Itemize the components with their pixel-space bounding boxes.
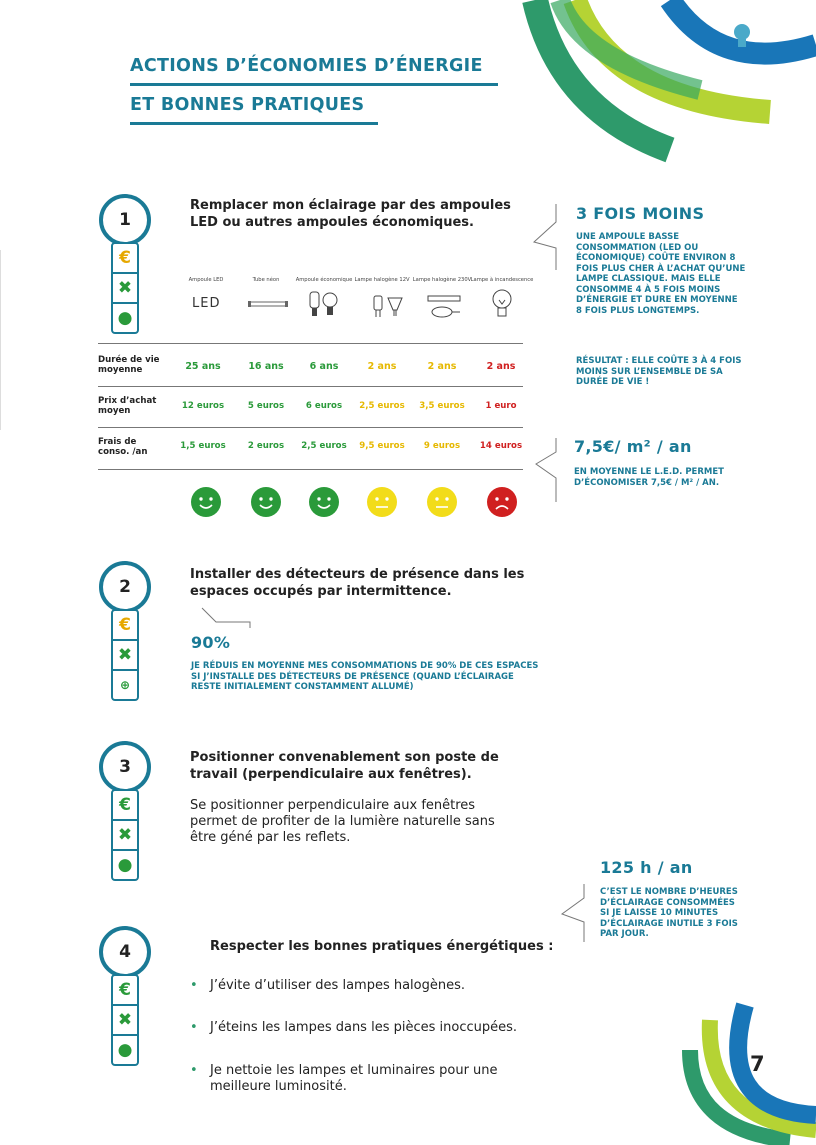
step-2-heading: Installer des détecteurs de présence dans les espaces occupés par intermittence.: [190, 567, 525, 599]
page-number: 7: [750, 1052, 765, 1076]
table-cell: 2 ans: [367, 361, 397, 372]
step-3-body: Se positionner perpendiculaire aux fenêtres permet de profiter de la lumière naturelle sans être géné par les reflets.: [190, 798, 495, 845]
row-label: Frais de conso. /an: [98, 437, 148, 457]
table-divider: [98, 386, 523, 387]
coins-icon: ●: [117, 855, 133, 875]
halogen-230v-icon: [424, 294, 464, 320]
happy-face-icon: [250, 486, 282, 518]
decorative-arcs-top: [520, 0, 816, 170]
neon-tube-icon: [248, 298, 288, 310]
bullet-icon: •: [190, 1020, 198, 1035]
step-3-icons: [111, 789, 139, 881]
decorative-arcs-bottom: [670, 990, 816, 1145]
table-cell: 5 euros: [247, 401, 285, 411]
tools-icon: ✖: [113, 641, 137, 671]
lamp-name: Ampoule économique: [295, 277, 353, 283]
title-underline-1: [130, 83, 498, 86]
callout-1-title: 3 FOIS MOINS: [576, 204, 705, 223]
step-1-number: 1: [99, 194, 151, 246]
page-title-line1: ACTIONS D’ÉCONOMIES D’ÉNERGIE: [130, 56, 483, 76]
step-2-number: 2: [99, 561, 151, 613]
callout-1-result: RÉSULTAT : ELLE COÛTE 3 À 4 FOIS MOINS SUR L’ENSEMBLE DE SA DURÉE DE VIE !: [576, 356, 742, 387]
callout-4-title: 125 h / an: [600, 858, 693, 877]
euro-icon: €: [113, 244, 137, 274]
step-3-heading: Positionner convenablement son poste de travail (perpendiculaire aux fenêtres).: [190, 750, 499, 782]
list-item: J’éteins les lampes dans les pièces inoccupées.: [210, 1020, 518, 1035]
table-divider: [98, 469, 523, 470]
bullet-icon: •: [190, 978, 198, 993]
halogen-12v-icon: [368, 290, 404, 320]
step-4-heading: Respecter les bonnes pratiques énergétiques :: [210, 939, 554, 954]
lamp-name: Lampe halogène 230V: [412, 277, 472, 283]
sad-face-icon: [486, 486, 518, 518]
table-cell: 9,5 euros: [359, 441, 405, 451]
callout-1-text: UNE AMPOULE BASSE CONSOMMATION (LED OU ÉCONOMIQUE) COÛTE ENVIRON 8 FOIS PLUS CHER À L’ACHAT QU’UNE LAMPE CLASSIQUE. MAIS ELLE CONSOMME 4 À 5 FOIS MOINS D’ÉNERGIE ET DURE EN MOYENNE 8 FOIS PLUS LONGTEMPS.: [576, 232, 746, 316]
table-cell: 2 ans: [427, 361, 457, 372]
lamp-name: Lampe halogène 12V: [354, 277, 410, 283]
list-item: J’évite d’utiliser des lampes halogènes.: [210, 978, 466, 993]
callout-pointer: [558, 884, 588, 942]
step-1-heading: Remplacer mon éclairage par des ampoules LED ou autres ampoules économiques.: [190, 198, 511, 230]
tools-icon: ✖: [113, 821, 137, 851]
table-cell: 1 euro: [485, 401, 517, 411]
table-cell: 2,5 euros: [301, 441, 347, 451]
cfl-bulb-icon: [306, 290, 338, 320]
lamp-name: Tube néon: [252, 277, 280, 283]
list-item: Je nettoie les lampes et luminaires pour une meilleure luminosité.: [210, 1063, 498, 1094]
table-cell: 25 ans: [185, 361, 221, 372]
table-cell: 2 euros: [247, 441, 285, 451]
table-cell: 6 ans: [309, 361, 339, 372]
led-label: LED: [192, 296, 221, 311]
callout-pointer: [534, 438, 560, 502]
neutral-face-icon: [366, 486, 398, 518]
table-cell: 6 euros: [305, 401, 343, 411]
callout-4-text: C’EST LE NOMBRE D’HEURES D’ÉCLAIRAGE CONSOMMÉES SI JE LAISSE 10 MINUTES D’ÉCLAIRAGE INUTILE 3 FOIS PAR JOUR.: [600, 887, 738, 939]
step-1-icons: [111, 242, 139, 334]
lamp-name: Ampoule LED: [188, 277, 224, 283]
table-cell: 9 euros: [423, 441, 461, 451]
happy-face-icon: [308, 486, 340, 518]
incandescent-bulb-icon: [490, 288, 514, 320]
bullet-icon: •: [190, 1063, 198, 1078]
table-cell: 2 ans: [486, 361, 516, 372]
row-label: Durée de vie moyenne: [98, 355, 160, 375]
table-cell: 14 euros: [479, 441, 523, 451]
page-title-line2: ET BONNES PRATIQUES: [130, 95, 365, 115]
coins-icon: ●: [117, 308, 133, 328]
neutral-face-icon: [426, 486, 458, 518]
euro-coin-icon: ⊕: [119, 678, 131, 692]
euro-icon: €: [113, 976, 137, 1006]
step-4-icons: [111, 974, 139, 1066]
callout-2-title: 7,5€/ m² / an: [574, 437, 692, 456]
lightbulb-icon: [732, 22, 752, 52]
margin-line: [0, 250, 1, 430]
table-cell: 2,5 euros: [359, 401, 405, 411]
title-underline-2: [130, 122, 378, 125]
callout-2-text: EN MOYENNE LE L.E.D. PERMET D’ÉCONOMISER 7,5€ / M² / AN.: [574, 467, 724, 488]
step-3-number: 3: [99, 741, 151, 793]
table-cell: 16 ans: [248, 361, 284, 372]
callout-3-title: 90%: [191, 633, 231, 652]
coins-icon: ●: [117, 1040, 133, 1060]
step-2-icons: [111, 609, 139, 701]
callout-pointer: [200, 606, 252, 630]
callout-3-text: JE RÉDUIS EN MOYENNE MES CONSOMMATIONS DE 90% DE CES ESPACES SI J’INSTALLE DES DÉTECTEURS DE PRÉSENCE (QUAND L’ÉCLAIRAGE RESTE INITIALEMENT CONSTAMMENT ALLUMÉ): [191, 661, 539, 692]
step-4-number: 4: [99, 926, 151, 978]
table-cell: 1,5 euros: [180, 441, 226, 451]
tools-icon: ✖: [113, 1006, 137, 1036]
lamp-name: Lampe à incandescence: [470, 277, 534, 283]
table-divider: [98, 343, 523, 344]
table-cell: 3,5 euros: [419, 401, 465, 411]
tools-icon: ✖: [113, 274, 137, 304]
euro-icon: €: [113, 791, 137, 821]
happy-face-icon: [190, 486, 222, 518]
euro-icon: €: [113, 611, 137, 641]
table-cell: 12 euros: [181, 401, 225, 411]
callout-pointer: [530, 204, 560, 270]
table-divider: [98, 427, 523, 428]
row-label: Prix d’achat moyen: [98, 396, 157, 416]
